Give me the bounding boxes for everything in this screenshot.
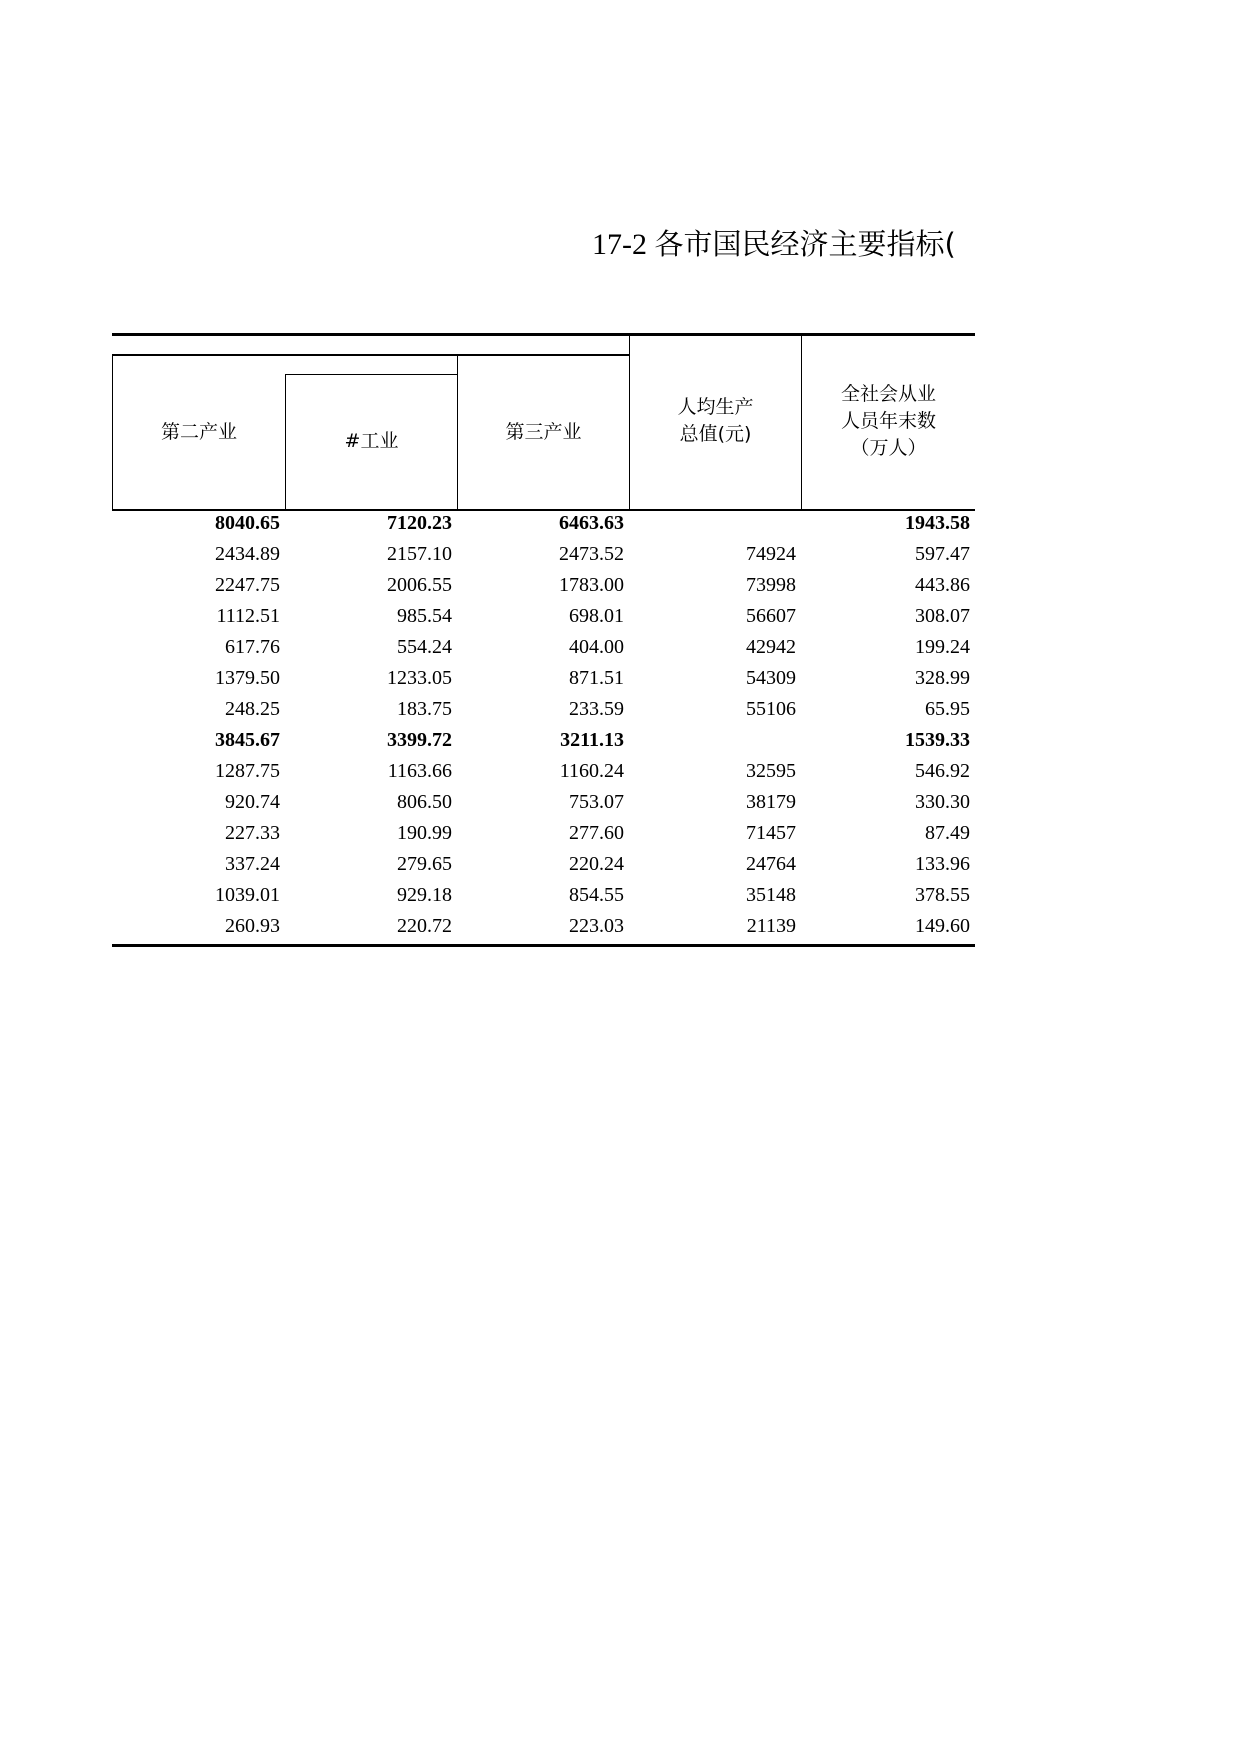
- table-cell: 328.99: [915, 667, 970, 689]
- header-employment: 全社会从业 人员年末数 （万人）: [840, 382, 936, 459]
- table-cell: 753.07: [569, 791, 624, 813]
- table-cell: 337.24: [225, 853, 280, 875]
- table-cell: 378.55: [915, 884, 970, 906]
- table-cell: 65.95: [925, 698, 970, 720]
- table-cell: 233.59: [569, 698, 624, 720]
- table-cell: 806.50: [397, 791, 452, 813]
- table-cell: 2434.89: [215, 543, 280, 565]
- table-cell: 3211.13: [560, 729, 624, 751]
- table-cell: 920.74: [225, 791, 280, 813]
- table-cell: 1039.01: [215, 884, 280, 906]
- table-cell: 32595: [746, 760, 796, 782]
- table-cell: 279.65: [397, 853, 452, 875]
- table-cell: 929.18: [397, 884, 452, 906]
- table-cell: 1112.51: [216, 605, 280, 627]
- table-cell: 617.76: [225, 636, 280, 658]
- table-cell: 1233.05: [387, 667, 452, 689]
- table-cell: 985.54: [397, 605, 452, 627]
- table-cell: 854.55: [569, 884, 624, 906]
- table-cell: 223.03: [569, 915, 624, 937]
- table-cell: 1783.00: [559, 574, 624, 596]
- table-cell: 87.49: [925, 822, 970, 844]
- table-cell: 220.24: [569, 853, 624, 875]
- table-cell: 404.00: [569, 636, 624, 658]
- table-cell: 554.24: [397, 636, 452, 658]
- table-cell: 443.86: [915, 574, 970, 596]
- table-cell: 56607: [746, 605, 796, 627]
- header-per-capita-gdp: 人均生产 总值(元): [677, 396, 754, 445]
- table-cell: 2006.55: [387, 574, 452, 596]
- table-cell: 42942: [746, 636, 796, 658]
- table-cell: 55106: [746, 698, 796, 720]
- table-cell: 1160.24: [559, 760, 624, 782]
- header-secondary-industry: 第二产业: [160, 420, 237, 443]
- table-cell: 1943.58: [905, 512, 970, 534]
- table-cell: 260.93: [225, 915, 280, 937]
- table-cell: 1163.66: [387, 760, 452, 782]
- table-cell: 2247.75: [215, 574, 280, 596]
- table-cell: 1287.75: [215, 760, 280, 782]
- table-cell: 133.96: [915, 853, 970, 875]
- table-cell: 54309: [746, 667, 796, 689]
- table-cell: 248.25: [225, 698, 280, 720]
- subheader-top-rule: [285, 374, 458, 375]
- header-industry: #工业: [344, 429, 399, 452]
- table-cell: 277.60: [569, 822, 624, 844]
- table-cell: 149.60: [915, 915, 970, 937]
- table-cell: 220.72: [397, 915, 452, 937]
- table-cell: 73998: [746, 574, 796, 596]
- table-cell: 546.92: [915, 760, 970, 782]
- table-cell: 183.75: [397, 698, 452, 720]
- table-number: 17-2: [592, 228, 647, 261]
- page-title: [592, 222, 956, 263]
- table-cell: 8040.65: [215, 512, 280, 534]
- table-cell: 24764: [746, 853, 796, 875]
- table-cell: 3845.67: [215, 729, 280, 751]
- table-cell: 199.24: [915, 636, 970, 658]
- table-cell: 698.01: [569, 605, 624, 627]
- table-cell: 330.30: [915, 791, 970, 813]
- table-title-text: 各市国民经济主要指标(: [654, 227, 956, 261]
- table-cell: 3399.72: [387, 729, 452, 751]
- table-cell: 227.33: [225, 822, 280, 844]
- table-cell: 190.99: [397, 822, 452, 844]
- table-cell: 1379.50: [215, 667, 280, 689]
- table-bottom-rule: [112, 944, 975, 947]
- table-cell: 71457: [746, 822, 796, 844]
- table-cell: 38179: [746, 791, 796, 813]
- table-cell: 871.51: [569, 667, 624, 689]
- table-cell: 597.47: [915, 543, 970, 565]
- table-cell: 2157.10: [387, 543, 452, 565]
- table-cell: 308.07: [915, 605, 970, 627]
- table-cell: 35148: [746, 884, 796, 906]
- table-cell: 74924: [746, 543, 796, 565]
- table-cell: [630, 725, 796, 756]
- table-cell: 21139: [746, 915, 796, 937]
- table-cell: [630, 508, 796, 539]
- header-tertiary-industry: 第三产业: [505, 420, 582, 443]
- table-cell: 2473.52: [559, 543, 624, 565]
- table-cell: 1539.33: [905, 729, 970, 751]
- table-cell: 7120.23: [387, 512, 452, 534]
- table-cell: 6463.63: [559, 512, 624, 534]
- table-top-rule: [112, 333, 975, 336]
